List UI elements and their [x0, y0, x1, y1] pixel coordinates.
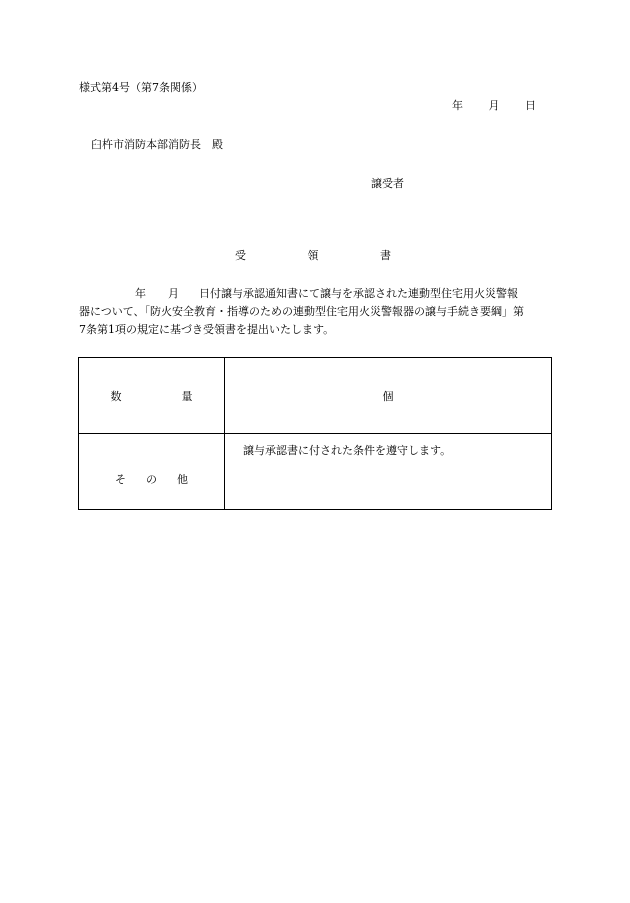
other-label-cell: [79, 434, 225, 510]
quantity-unit: 個: [382, 389, 394, 403]
quantity-label-cell: [79, 358, 225, 434]
body-line-1-text: 日付譲与承認通知書にて譲与を承認された連動型住宅用火災警報: [199, 287, 518, 300]
quantity-value-cell: [225, 358, 552, 434]
body-month-label: 月: [168, 287, 179, 300]
other-row: [79, 434, 552, 510]
receipt-table: [78, 357, 552, 510]
title-char-3: 書: [380, 249, 391, 262]
other-label: [105, 473, 198, 486]
date-day-label: 日: [525, 99, 536, 112]
form-number: 様式第4号（第7条関係）: [79, 81, 203, 94]
quantity-row: [79, 358, 552, 434]
date-line: [452, 99, 536, 112]
quantity-label-char-1: 数: [110, 389, 122, 403]
document-title: [235, 249, 391, 262]
other-value-cell: [225, 434, 552, 510]
body-line-3: 7条第1項の規定に基づき受領書を提出いたします。: [79, 323, 335, 336]
other-label-char-2: の: [146, 472, 157, 486]
other-label-char-1: そ: [115, 472, 126, 486]
addressee: 臼杵市消防本部消防長 殿: [91, 138, 223, 151]
body-paragraph: [79, 285, 552, 339]
body-line-1: [79, 285, 552, 303]
other-condition-text: 譲与承認書に付された条件を遵守します。: [243, 444, 452, 457]
other-label-char-3: 他: [177, 472, 188, 486]
title-char-1: 受: [235, 249, 246, 262]
assignee-label: 譲受者: [371, 177, 404, 190]
date-year-label: 年: [452, 99, 463, 112]
body-line-2: 器について、「防火安全教育・指導のための連動型住宅用火災警報器の譲与手続き要綱」第: [79, 305, 525, 318]
quantity-label-char-2: 量: [181, 389, 193, 403]
quantity-label: [111, 390, 193, 403]
title-char-2: 領: [307, 249, 319, 262]
date-month-label: 月: [488, 99, 500, 112]
body-year-label: 年: [135, 287, 146, 300]
